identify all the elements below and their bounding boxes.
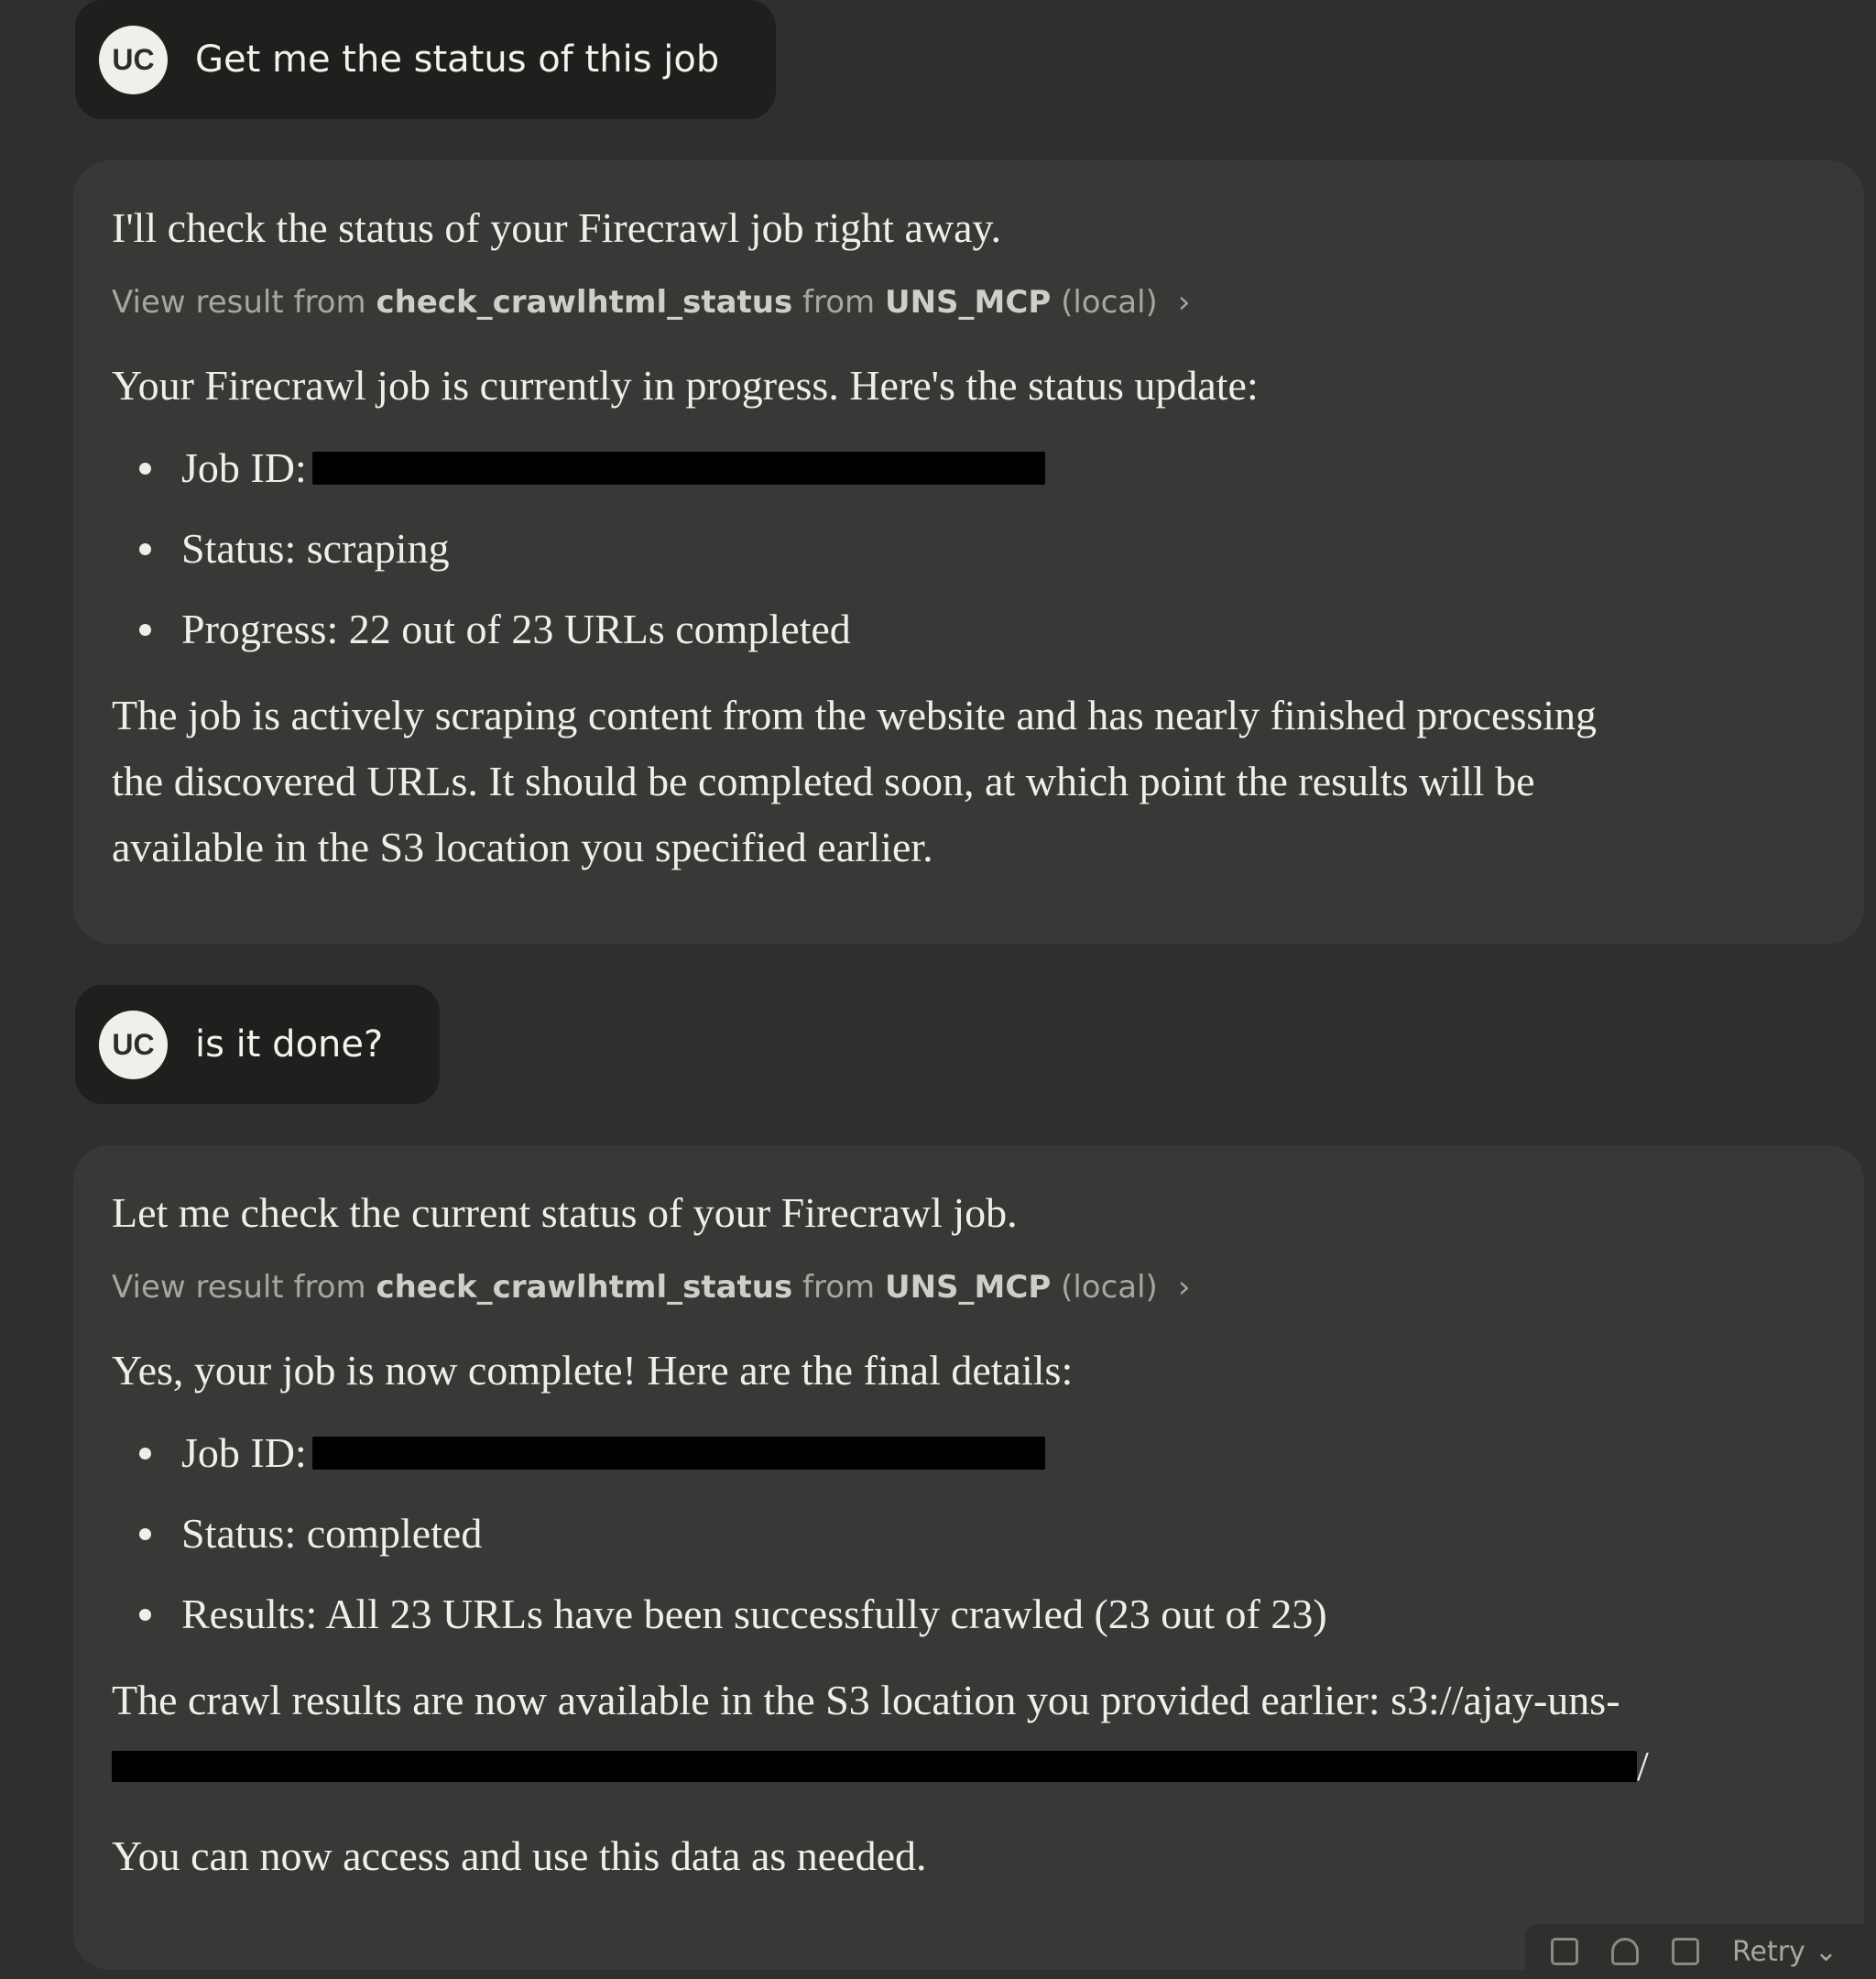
assistant-paragraph <box>112 1667 1826 1889</box>
redaction-bar <box>112 1751 1637 1782</box>
message-actions <box>1525 1924 1876 1979</box>
copy-icon[interactable] <box>1551 1938 1578 1965</box>
user-message-text: is it done? <box>195 1023 384 1066</box>
paragraph-line: The crawl results are now available in the S3 location you provided earlier: s3://ajay-uns- <box>112 1677 1620 1723</box>
tool-name: check_crawlhtml_status <box>376 284 793 321</box>
user-message <box>75 985 440 1104</box>
paragraph-line: the discovered URLs. It should be completed soon, at which point the results will be <box>112 758 1535 804</box>
bullet-icon <box>139 1528 151 1540</box>
tool-name: check_crawlhtml_status <box>376 1269 793 1306</box>
assistant-message <box>73 1145 1864 1970</box>
list-item <box>112 1574 1826 1655</box>
results-text: Results: All 23 URLs have been successfully crawled (23 out of 23) <box>181 1591 1327 1637</box>
tool-server: UNS_MCP <box>884 284 1052 321</box>
tool-mid: from <box>802 284 876 321</box>
job-id-label: Job ID: <box>181 444 307 491</box>
tool-result-link[interactable] <box>112 1264 1826 1310</box>
redaction-bar <box>312 1437 1045 1470</box>
chevron-down-icon: ⌄ <box>1814 1935 1838 1968</box>
chevron-right-icon: › <box>1177 1269 1191 1306</box>
paragraph-line <box>112 1733 1826 1799</box>
redaction-bar <box>312 452 1045 485</box>
user-message-text: Get me the status of this job <box>195 38 720 81</box>
paragraph-line: available in the S3 location you specified earlier. <box>112 824 933 870</box>
assistant-message <box>73 160 1864 944</box>
retry-label: Retry <box>1732 1935 1805 1968</box>
assistant-summary: Yes, your job is now complete! Here are the final details: <box>112 1347 1074 1394</box>
user-avatar: UC <box>99 1011 168 1079</box>
assistant-paragraph <box>112 683 1826 880</box>
list-item <box>112 1493 1826 1574</box>
list-item <box>112 428 1826 508</box>
assistant-summary: Your Firecrawl job is currently in progress. Here's the status update: <box>112 362 1259 409</box>
bullet-icon <box>139 1448 151 1460</box>
job-id-label: Job ID: <box>181 1429 307 1476</box>
thumbs-down-icon[interactable] <box>1672 1938 1699 1965</box>
retry-button[interactable] <box>1732 1936 1838 1968</box>
tool-suffix: (local) <box>1061 1269 1158 1306</box>
bullet-icon <box>139 463 151 475</box>
closing-line: You can now access and use this data as needed. <box>112 1832 927 1879</box>
bullet-icon <box>139 624 151 636</box>
s3-path-tail: / <box>1637 1743 1649 1789</box>
status-list <box>112 1413 1826 1655</box>
user-avatar: UC <box>99 26 168 94</box>
tool-mid: from <box>802 1269 876 1306</box>
thumbs-up-icon[interactable] <box>1611 1938 1639 1965</box>
chevron-right-icon: › <box>1177 284 1191 321</box>
assistant-intro: Let me check the current status of your Firecrawl job. <box>112 1189 1018 1236</box>
status-text: Status: scraping <box>181 525 450 572</box>
paragraph-line: The job is actively scraping content from the website and has nearly finished processing <box>112 692 1598 738</box>
tool-server: UNS_MCP <box>884 1269 1052 1306</box>
tool-prefix: View result from <box>112 284 366 321</box>
list-item <box>112 1413 1826 1493</box>
tool-result-link[interactable] <box>112 279 1826 325</box>
user-message <box>75 0 776 119</box>
assistant-intro: I'll check the status of your Firecrawl job right away. <box>112 204 1002 251</box>
list-item <box>112 508 1826 589</box>
status-list <box>112 428 1826 670</box>
tool-suffix: (local) <box>1061 284 1158 321</box>
progress-text: Progress: 22 out of 23 URLs completed <box>181 606 851 652</box>
status-text: Status: completed <box>181 1510 483 1557</box>
bullet-icon <box>139 1609 151 1621</box>
tool-prefix: View result from <box>112 1269 366 1306</box>
bullet-icon <box>139 543 151 555</box>
list-item <box>112 589 1826 670</box>
